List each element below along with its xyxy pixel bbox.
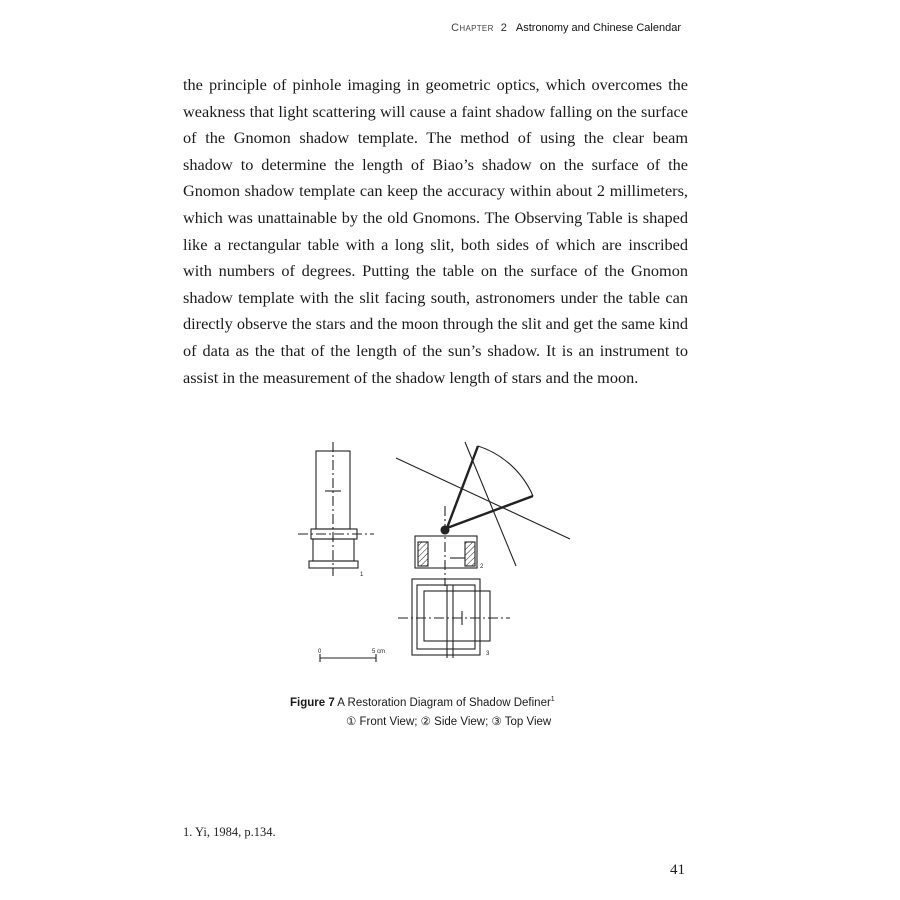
figure-caption (290, 694, 620, 732)
chapter-title: Astronomy and Chinese Calendar (515, 22, 681, 34)
figure-title: A Restoration Diagram of Shadow Definer (337, 697, 551, 709)
scale-bar (320, 654, 376, 662)
chapter-number: 2 (500, 22, 507, 34)
page-number: 41 (670, 862, 685, 878)
scale-unit-label: 5 cm (372, 649, 386, 655)
shadow-definer-diagram (290, 436, 590, 676)
diagram-drawing (290, 436, 590, 676)
top-view-label: 3 (486, 651, 490, 657)
side-view-label: 2 (480, 564, 484, 570)
scale-zero-label: 0 (318, 649, 322, 655)
front-view (298, 442, 374, 576)
figure-views: ① Front View; ② Side View; ③ Top View (346, 716, 552, 728)
chapter-label: Chapter (451, 22, 494, 34)
footnote-reference: 1 (550, 696, 555, 704)
figure-number: Figure 7 (290, 697, 335, 709)
running-head (451, 22, 681, 34)
footnote: 1. Yi, 1984, p.134. (183, 825, 276, 839)
front-view-label: 1 (360, 572, 364, 578)
top-view (398, 579, 510, 658)
body-paragraph: the principle of pinhole imaging in geometric optics, which overcomes the weakness that light scattering will cause a faint shadow falling on the surface of the Gnomon shadow template. The method of using the clear beam shadow to determine the length of Biao’s shadow on the surface of the Gnomon shadow template can keep the accuracy within about 2 millimeters, which was unattainable by the old Gnomons. The Observing Table is shaped like a rectangular table with a long slit, both sides of which are inscribed with numbers of degrees. Putting the table on the surface of the Gnomon shadow template with the slit facing south, astronomers under the table can directly observe the stars and the moon through the slit and get the same kind of data as the that of the length of the sun’s shadow. It is an instrument to assist in the measurement of the shadow length of stars and the moon. (183, 75, 688, 387)
